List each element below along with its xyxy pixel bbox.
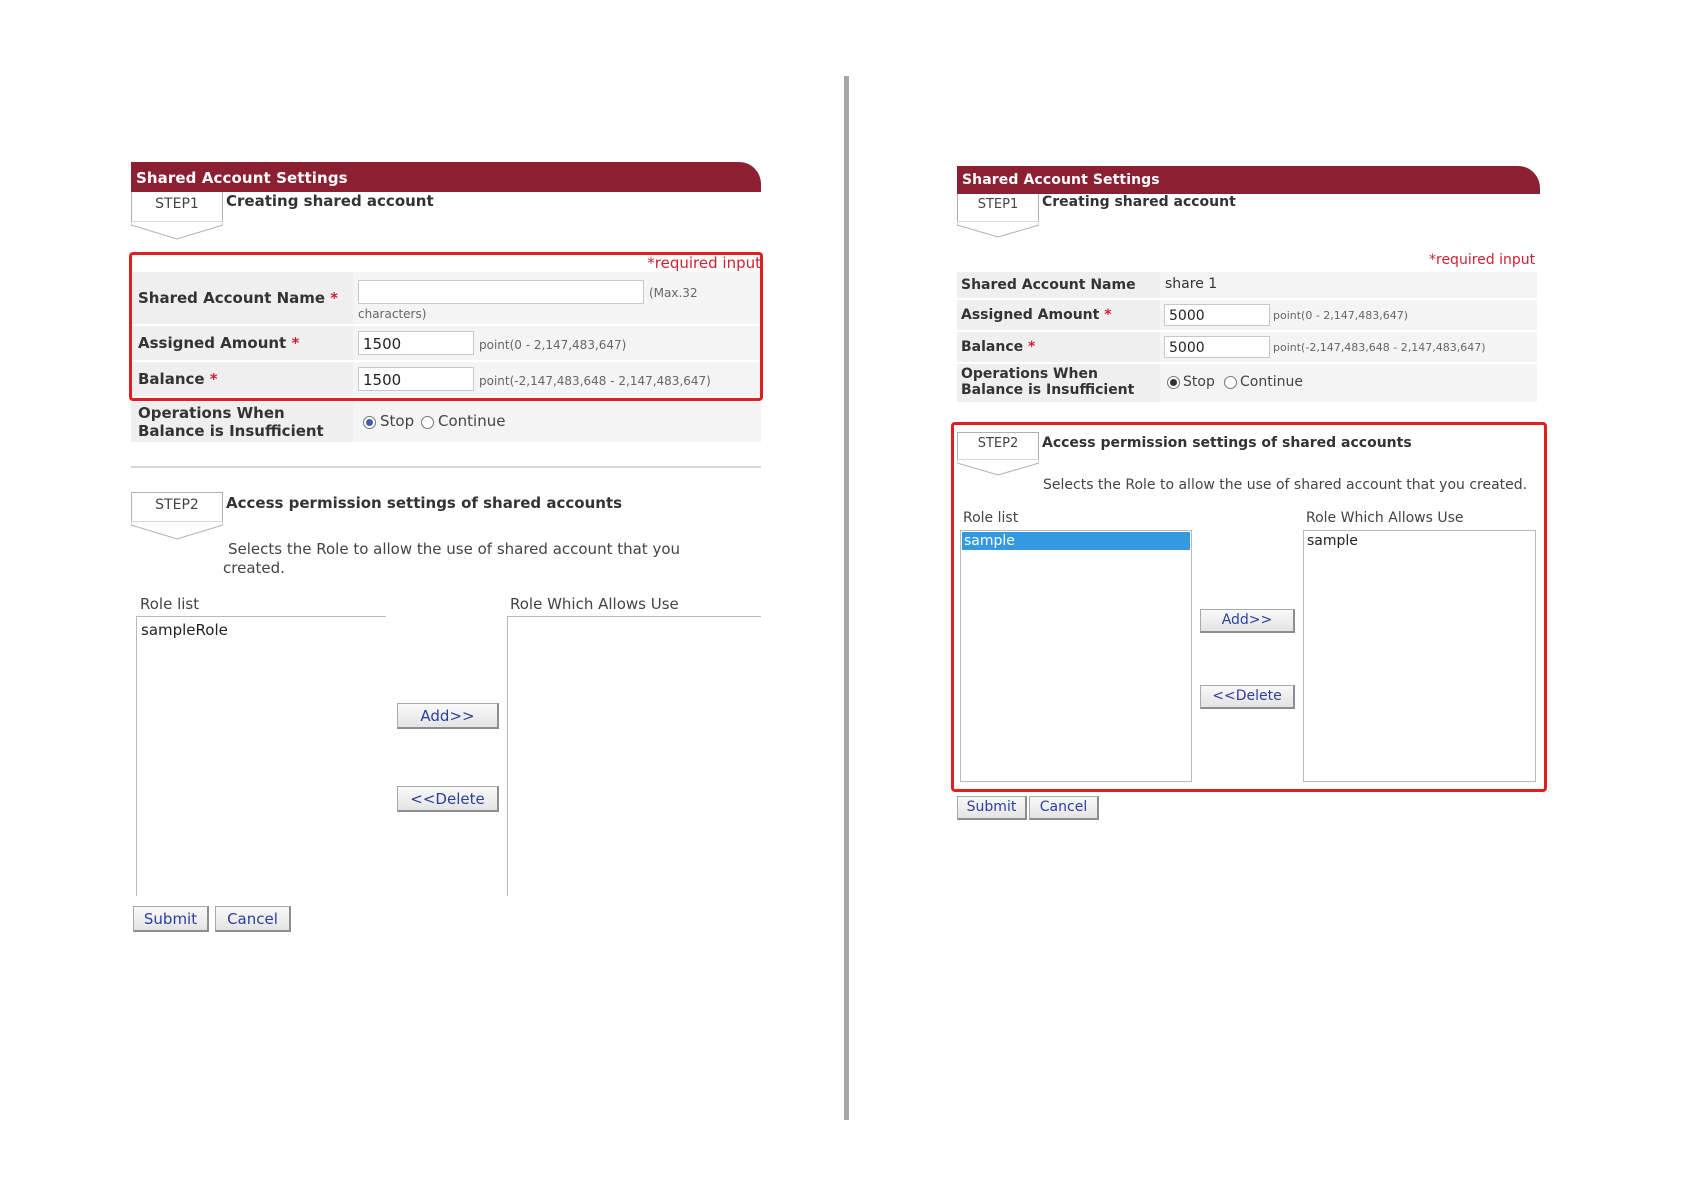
step-arrow-icon: [131, 221, 223, 240]
continue-radio-label: Continue: [438, 412, 506, 430]
required-fields-highlight: [129, 252, 763, 401]
account-name-row: [957, 272, 1537, 298]
step2-badge: [131, 492, 223, 540]
balance-hint: point(-2,147,483,648 - 2,147,483,647): [479, 374, 711, 388]
assigned-amount-label: Assigned Amount *: [961, 307, 1112, 323]
stop-radio[interactable]: [363, 416, 376, 429]
step2-title: Access permission settings of shared accounts: [226, 494, 623, 512]
allowed-roles-box[interactable]: [507, 616, 761, 896]
step1-tab-label: STEP1: [131, 192, 223, 222]
section-header: Shared Account Settings: [131, 162, 761, 192]
add-button[interactable]: Add>>: [1200, 609, 1295, 633]
assigned-amount-label: Assigned Amount *: [138, 334, 300, 352]
continue-radio[interactable]: [1224, 376, 1237, 389]
section-separator: [131, 466, 761, 468]
balance-input[interactable]: [1164, 336, 1270, 358]
assigned-amount-hint: point(0 - 2,147,483,647): [1273, 309, 1409, 322]
continue-radio-label: Continue: [1240, 374, 1303, 390]
left-panel: [131, 162, 761, 942]
step-arrow-icon: [131, 521, 223, 540]
account-name-label: Shared Account Name: [961, 277, 1136, 293]
assigned-amount-input[interactable]: [1164, 304, 1270, 326]
continue-radio[interactable]: [421, 416, 434, 429]
delete-button[interactable]: <<Delete: [1200, 685, 1295, 709]
submit-button[interactable]: Submit: [133, 906, 209, 932]
step1-title: Creating shared account: [1042, 194, 1236, 210]
step1-title: Creating shared account: [226, 192, 434, 210]
step2-description: Selects the Role to allow the use of shared account that you created.: [1043, 477, 1528, 493]
account-name-hint: (Max.32: [649, 286, 698, 300]
allowed-roles-item[interactable]: sample: [1307, 533, 1358, 549]
add-button[interactable]: Add>>: [397, 703, 499, 729]
step2-highlight: [951, 422, 1547, 792]
delete-button[interactable]: <<Delete: [397, 786, 499, 812]
balance-row: [957, 332, 1537, 362]
operations-row: [957, 364, 1537, 402]
role-list-caption: Role list: [963, 510, 1019, 526]
account-name-value: share 1: [1165, 276, 1218, 292]
submit-button[interactable]: Submit: [957, 796, 1027, 820]
step2-description: Selects the Role to allow the use of shared account that you created.: [223, 540, 681, 577]
required-note: *required input: [647, 254, 761, 272]
account-name-label: Shared Account Name *: [138, 289, 339, 307]
step1-tab-label: STEP1: [957, 194, 1039, 222]
operations-label: Operations When Balance is Insufficient: [138, 404, 324, 440]
cancel-button[interactable]: Cancel: [1029, 796, 1099, 820]
operations-row: [131, 402, 761, 442]
step1-badge: [957, 194, 1049, 242]
account-name-hint-2: characters): [358, 307, 427, 321]
right-panel: [957, 166, 1577, 826]
role-list-item[interactable]: sampleRole: [141, 621, 228, 639]
step2-tab-label: STEP2: [957, 432, 1039, 460]
assigned-amount-hint: point(0 - 2,147,483,647): [479, 338, 627, 352]
role-list-box[interactable]: [136, 616, 386, 896]
stop-radio-label: Stop: [1183, 374, 1215, 390]
balance-label: Balance *: [138, 370, 218, 388]
role-list-item-selected[interactable]: sample: [962, 532, 1190, 550]
balance-label: Balance *: [961, 339, 1036, 355]
allowed-roles-caption: Role Which Allows Use: [510, 595, 679, 613]
balance-hint: point(-2,147,483,648 - 2,147,483,647): [1273, 341, 1486, 354]
step1-badge: [131, 192, 223, 240]
stop-radio[interactable]: [1167, 376, 1180, 389]
role-list-caption: Role list: [140, 595, 200, 613]
cancel-button[interactable]: Cancel: [215, 906, 291, 932]
required-note: *required input: [1429, 252, 1536, 268]
stop-radio-label: Stop: [380, 412, 415, 430]
step2-tab-label: STEP2: [131, 492, 223, 522]
operations-label: Operations When Balance is Insufficient: [961, 366, 1135, 398]
assigned-amount-row: [957, 300, 1537, 330]
panel-divider: [844, 76, 849, 1120]
step-arrow-icon: [957, 221, 1039, 238]
allowed-roles-caption: Role Which Allows Use: [1306, 510, 1464, 526]
step2-title: Access permission settings of shared accounts: [1042, 435, 1412, 451]
section-header: Shared Account Settings: [957, 166, 1540, 194]
